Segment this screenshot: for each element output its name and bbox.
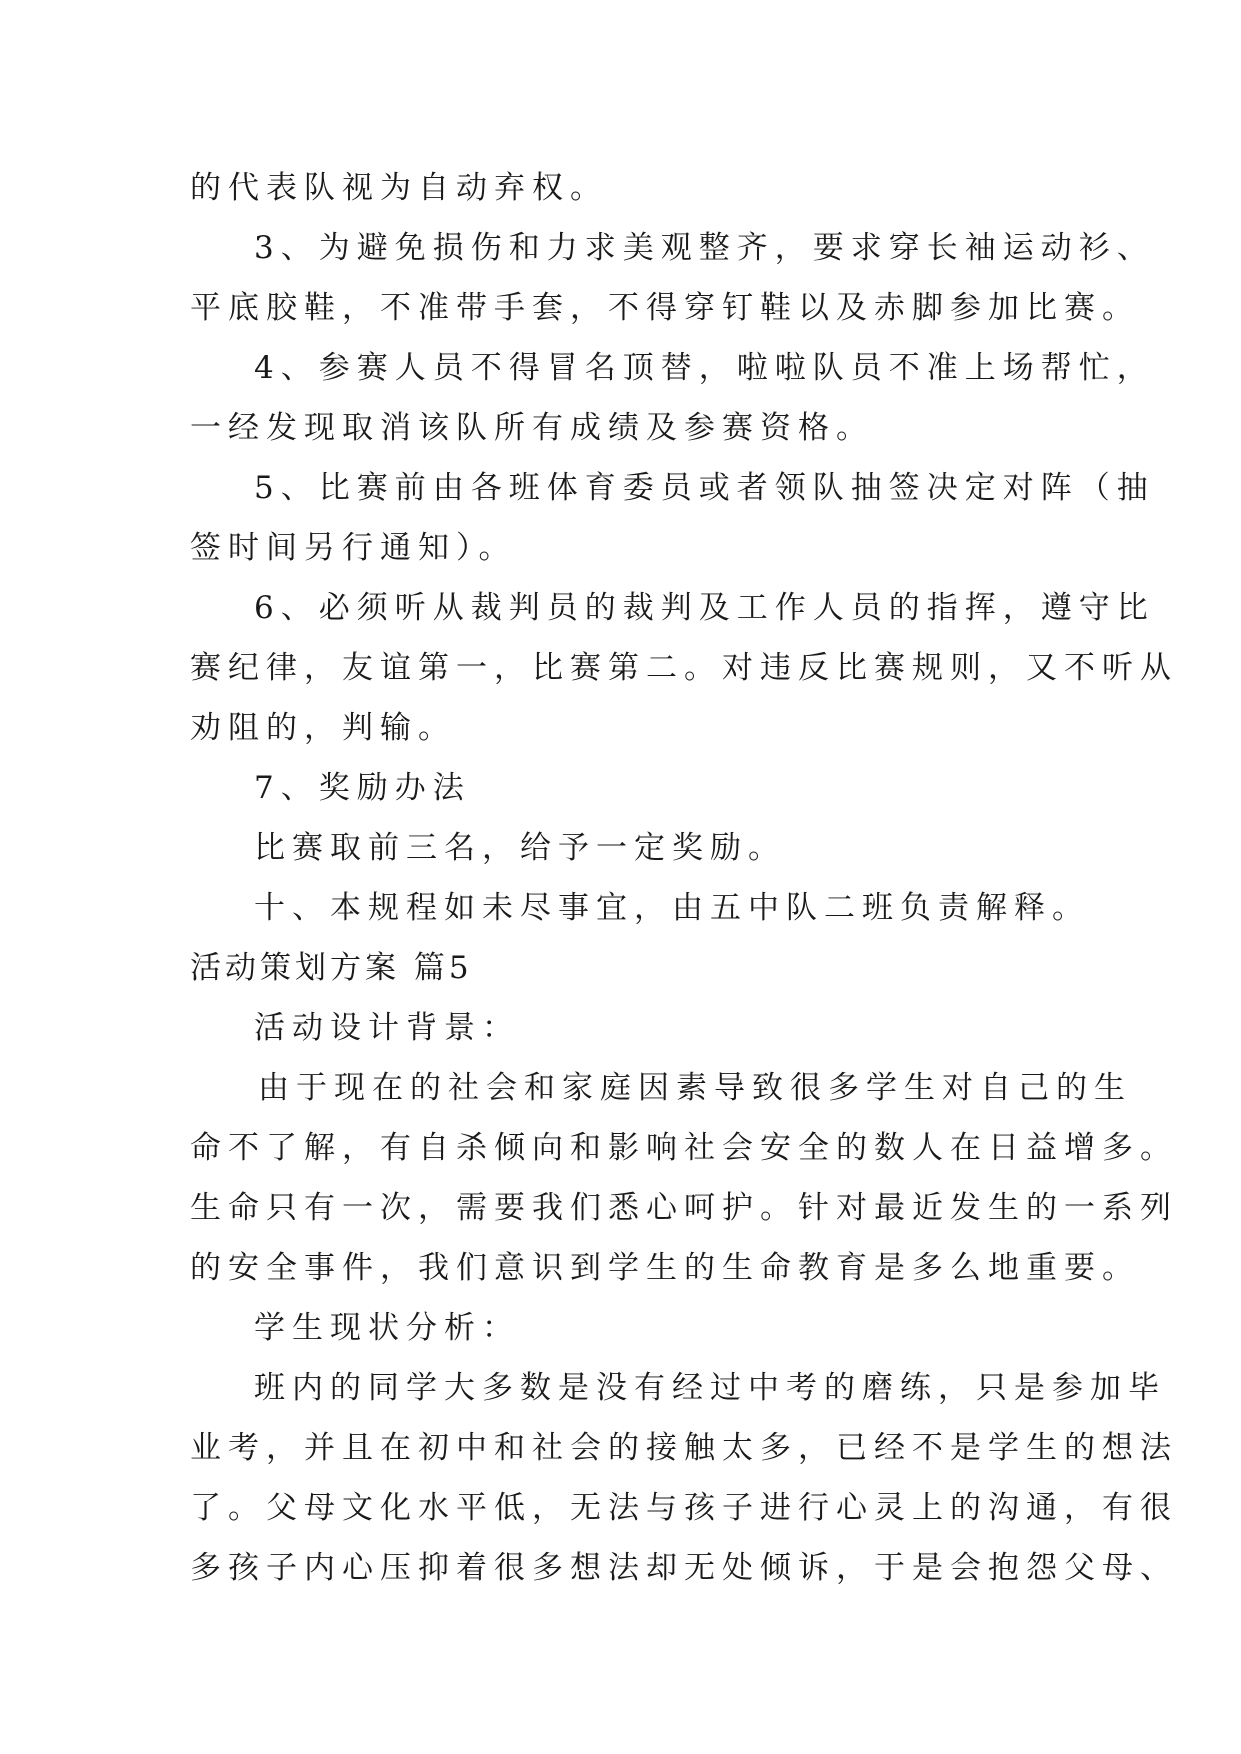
text-line: 由于现在的社会和家庭因素导致很多学生对自己的生: [258, 1070, 1132, 1106]
text-line: 命不了解，有自杀倾向和影响社会安全的数人在日益增多。: [190, 1130, 1178, 1166]
text-line: 赛纪律，友谊第一，比赛第二。对违反比赛规则，又不听从: [190, 650, 1178, 686]
text-line: 的代表队视为自动弃权。: [190, 170, 608, 206]
text-line: 4、参赛人员不得冒名顶替，啦啦队员不准上场帮忙，: [254, 350, 1155, 386]
text-line: 了。父母文化水平低，无法与孩子进行心灵上的沟通，有很: [190, 1490, 1178, 1526]
text-line: 平底胶鞋，不准带手套，不得穿钉鞋以及赤脚参加比赛。: [190, 290, 1140, 326]
text-line: 的安全事件，我们意识到学生的生命教育是多么地重要。: [190, 1250, 1140, 1286]
text-line: 3、为避免损伤和力求美观整齐，要求穿长袖运动衫、: [254, 230, 1155, 266]
text-line: 多孩子内心压抑着很多想法却无处倾诉，于是会抱怨父母、: [190, 1550, 1178, 1586]
text-line: 学生现状分析：: [254, 1310, 520, 1346]
text-line: 比赛取前三名，给予一定奖励。: [254, 830, 786, 866]
text-line: 生命只有一次，需要我们悉心呵护。针对最近发生的一系列: [190, 1190, 1178, 1226]
text-line: 班内的同学大多数是没有经过中考的磨练，只是参加毕: [254, 1370, 1166, 1406]
text-line: 7、奖励办法: [254, 770, 471, 806]
text-line: 一经发现取消该队所有成绩及参赛资格。: [190, 410, 874, 446]
text-line: 业考，并且在初中和社会的接触太多，已经不是学生的想法: [190, 1430, 1178, 1466]
text-line: 签时间另行通知）。: [190, 530, 517, 566]
text-line: 十、本规程如未尽事宜，由五中队二班负责解释。: [254, 890, 1090, 926]
section-heading: 活动策划方案 篇5: [190, 950, 473, 986]
text-line: 6、必须听从裁判员的裁判及工作人员的指挥，遵守比: [254, 590, 1155, 626]
text-line: 活动设计背景：: [254, 1010, 520, 1046]
text-line: 5、比赛前由各班体育委员或者领队抽签决定对阵（抽: [254, 470, 1155, 506]
document-body: [190, 158, 1178, 1598]
text-line: 劝阻的，判输。: [190, 710, 456, 746]
